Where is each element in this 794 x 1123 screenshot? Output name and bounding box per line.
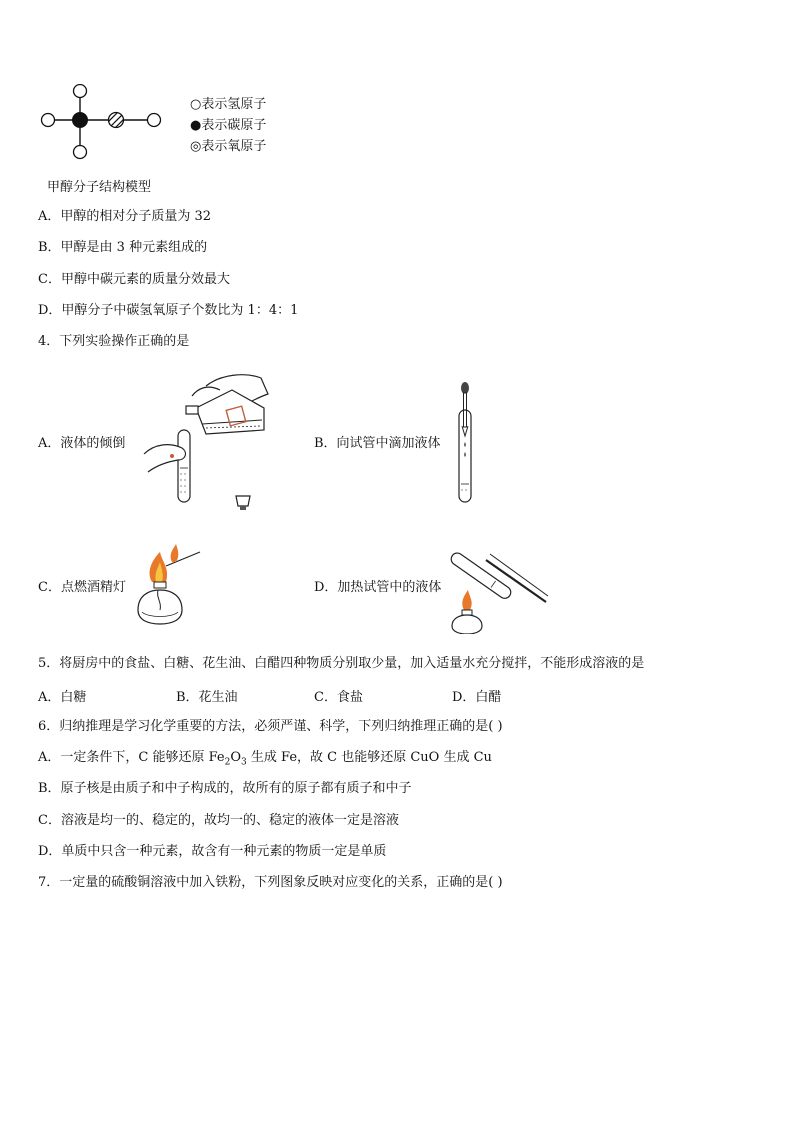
q6-stem: 6．归纳推理是学习化学重要的方法，必须严谨、科学，下列归纳推理正确的是( )	[38, 719, 503, 734]
hydrogen-atom-right	[148, 114, 161, 127]
q5-stem: 5．将厨房中的食盐、白糖、花生油、白醋四种物质分别取少量，加入适量水充分搅拌，不能形成溶液的是	[38, 656, 645, 671]
q4-stem: 4．下列实验操作正确的是	[38, 334, 190, 349]
carbon-atom	[73, 113, 88, 128]
legend-oxygen: ◎表示氧原子	[190, 138, 267, 154]
pouring-liquid-illustration	[136, 368, 276, 516]
q4-option-b-label: B．向试管中滴加液体	[314, 436, 441, 451]
q3-option-a: A．甲醇的相对分子质量为 32	[38, 209, 212, 224]
legend-hydrogen: ○表示氢原子	[190, 96, 267, 112]
heating-test-tube-illustration	[450, 538, 550, 634]
methanol-structure-diagram	[36, 84, 166, 162]
q3-option-c: C．甲醇中碳元素的质量分效最大	[38, 272, 230, 287]
q6-option-a: A．一定条件下，C 能够还原 $Fe_2O_3$ 生成 Fe，故 C 也能够还原 CuO 生成 Cu	[38, 750, 492, 768]
legend-carbon: ●表示碳原子	[190, 117, 267, 133]
q5-option-b: B．花生油	[176, 690, 238, 705]
q5-option-c: C．食盐	[314, 690, 363, 705]
q6-option-d: D．单质中只含一种元素，故含有一种元素的物质一定是单质	[38, 844, 387, 859]
molecule-caption: 甲醇分子结构模型	[47, 180, 152, 195]
hydrogen-atom-bottom	[74, 146, 87, 159]
q6-option-c: C．溶液是均一的、稳定的，故均一的、稳定的液体一定是溶液	[38, 813, 399, 828]
q3-option-d: D．甲醇分子中碳氢氧原子个数比为 1：4：1	[38, 303, 299, 318]
dropper-test-tube-illustration	[450, 380, 480, 506]
q4-option-a-label: A．液体的倾倒	[38, 436, 126, 451]
q5-option-d: D．白醋	[452, 690, 502, 705]
q7-stem: 7．一定量的硫酸铜溶液中加入铁粉，下列图象反映对应变化的关系，正确的是( )	[38, 875, 503, 890]
hydrogen-atom-top	[74, 85, 87, 98]
lighting-alcohol-lamp-illustration	[132, 544, 204, 630]
q5-option-a: A．白糖	[38, 690, 87, 705]
atom-legend	[190, 94, 266, 157]
q6-option-b: B．原子核是由质子和中子构成的，故所有的原子都有质子和中子	[38, 781, 412, 796]
hydrogen-atom-left	[42, 114, 55, 127]
q4-option-d-label: D．加热试管中的液体	[314, 580, 442, 595]
q4-option-c-label: C．点燃酒精灯	[38, 580, 126, 595]
q3-option-b: B．甲醇是由 3 种元素组成的	[38, 240, 208, 255]
